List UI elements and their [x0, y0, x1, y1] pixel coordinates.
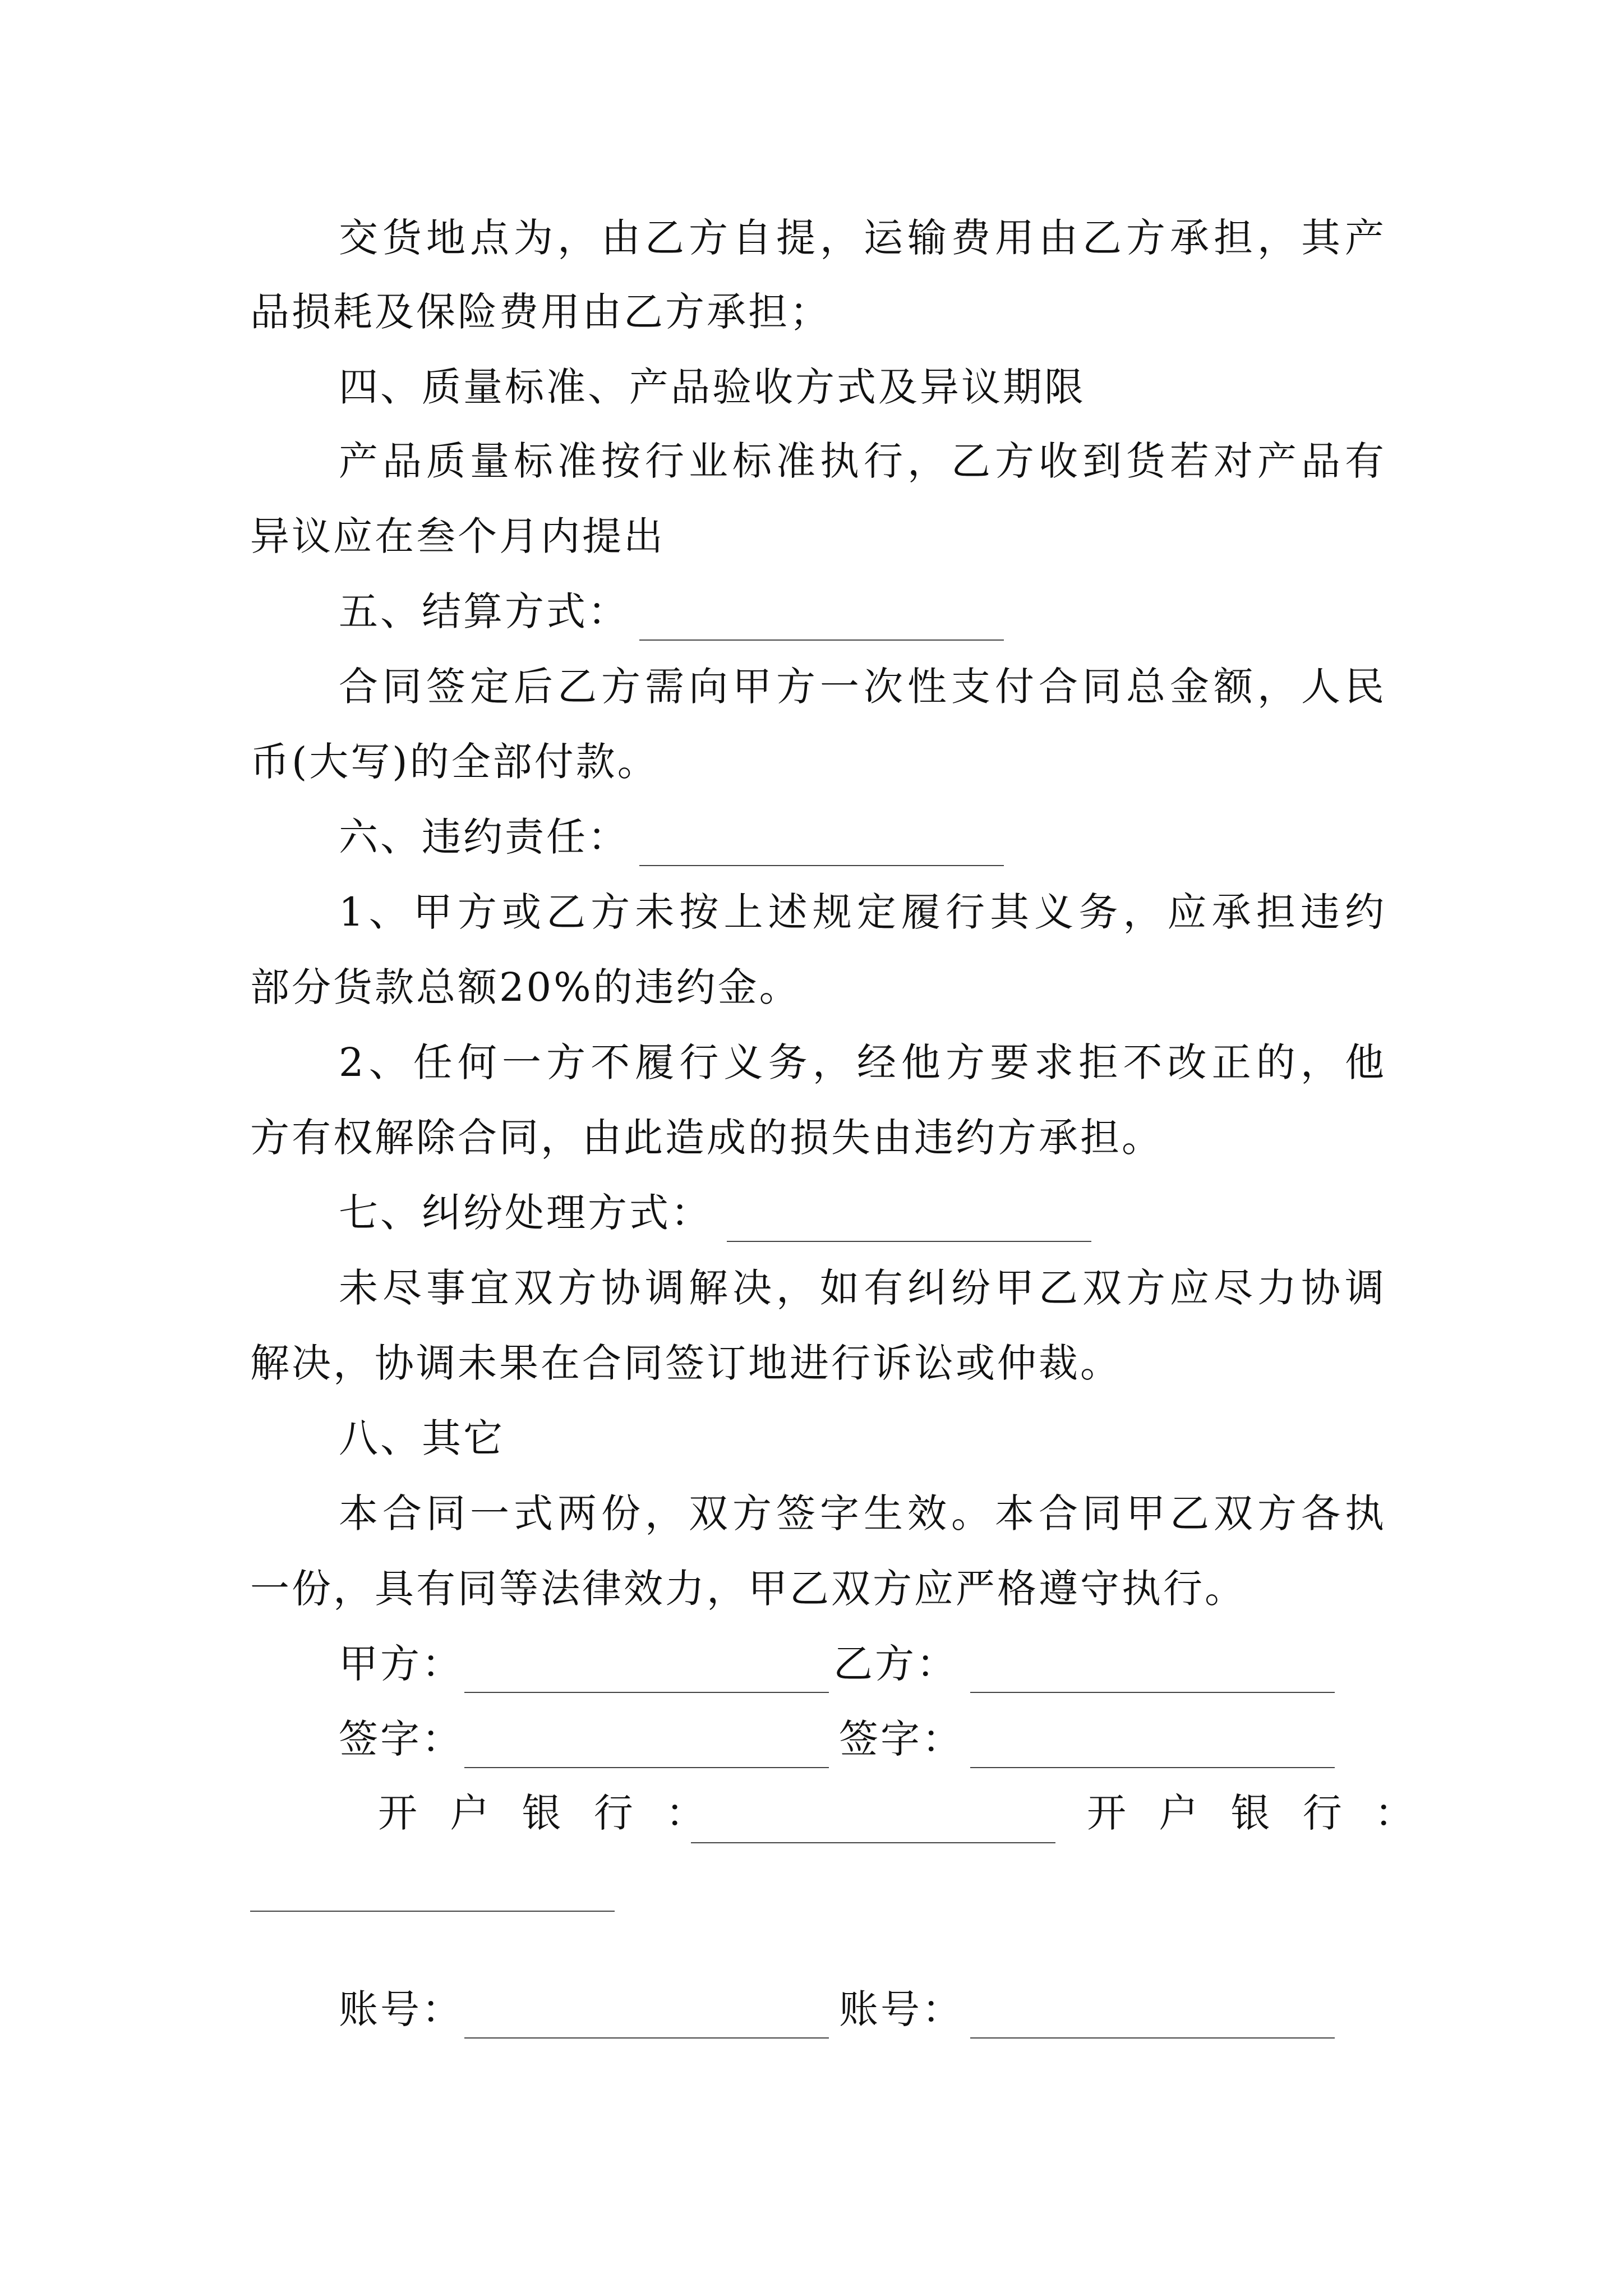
heading-dispute-resolution: 七、纠纷处理方式： — [339, 1190, 712, 1236]
paragraph-quality-line-1: 产品质量标准按行业标准执行，乙方收到货若对产品有 — [339, 438, 1384, 484]
dispute-resolution-blank — [727, 1241, 1091, 1242]
sign-b-blank — [970, 1767, 1335, 1768]
heading-breach-liability: 六、违约责任： — [339, 814, 629, 860]
paragraph-settlement-line-2: 币(大写)的全部付款。 — [250, 739, 659, 785]
party-a-blank — [464, 1692, 829, 1693]
paragraph-other-line-2: 一份，具有同等法律效力，甲乙双方应严格遵守执行。 — [250, 1566, 1246, 1612]
paragraph-dispute-line-1: 未尽事宜双方协调解决，如有纠纷甲乙双方应尽力协调 — [339, 1265, 1384, 1311]
account-b-label: 账号： — [839, 1986, 963, 2032]
account-a-label: 账号： — [339, 1986, 463, 2032]
paragraph-breach-1-line-1: 1、甲方或乙方未按上述规定履行其义务，应承担违约 — [339, 889, 1384, 935]
settlement-method-blank — [639, 639, 1004, 641]
paragraph-other-line-1: 本合同一式两份，双方签字生效。本合同甲乙双方各执 — [339, 1490, 1384, 1536]
party-b-blank — [970, 1692, 1335, 1693]
bank-a-label: 开 户 银 行 ： — [378, 1790, 716, 1836]
bank-b-blank — [250, 1911, 615, 1912]
paragraph-breach-1-line-2: 部分货款总额20%的违约金。 — [250, 964, 801, 1010]
party-b-label: 乙方： — [833, 1641, 958, 1687]
heading-settlement-method: 五、结算方式： — [339, 588, 629, 634]
account-a-blank — [464, 2037, 829, 2039]
party-a-label: 甲方： — [339, 1641, 463, 1687]
paragraph-delivery-line-2: 品损耗及保险费用由乙方承担； — [250, 289, 831, 335]
breach-liability-blank — [639, 865, 1004, 866]
paragraph-breach-2-line-1: 2、任何一方不履行义务，经他方要求拒不改正的，他 — [339, 1039, 1384, 1085]
paragraph-breach-2-line-2: 方有权解除合同，由此造成的损失由违约方承担。 — [250, 1115, 1163, 1161]
paragraph-dispute-line-2: 解决，协调未果在合同签订地进行诉讼或仲裁。 — [250, 1340, 1122, 1386]
bank-a-blank — [691, 1842, 1055, 1843]
paragraph-delivery-line-1: 交货地点为，由乙方自提，运输费用由乙方承担，其产 — [339, 215, 1384, 261]
sign-b-label: 签字： — [839, 1716, 963, 1762]
paragraph-settlement-line-1: 合同签定后乙方需向甲方一次性支付合同总金额，人民 — [339, 664, 1384, 710]
sign-a-blank — [464, 1767, 829, 1768]
account-b-blank — [970, 2037, 1335, 2039]
bank-b-label: 开 户 银 行 ： — [1087, 1790, 1424, 1836]
heading-quality-standards: 四、质量标准、产品验收方式及异议期限 — [339, 364, 1086, 410]
sign-a-label: 签字： — [339, 1716, 463, 1762]
paragraph-quality-line-2: 异议应在叁个月内提出 — [250, 513, 665, 559]
heading-other: 八、其它 — [339, 1415, 505, 1461]
